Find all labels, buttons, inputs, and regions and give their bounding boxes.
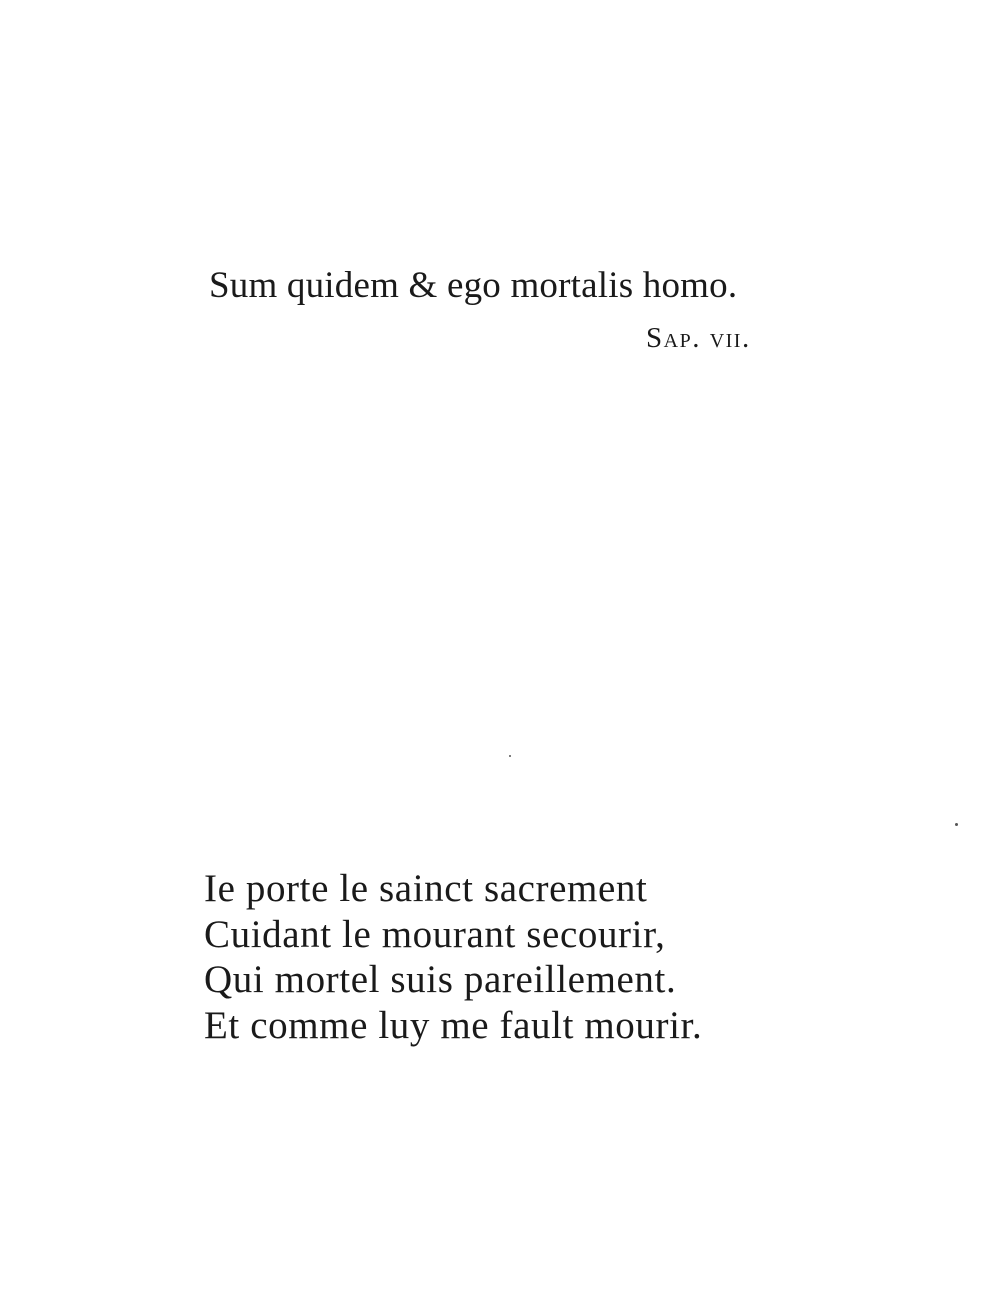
verse-stanza [204,866,702,1048]
verse-line: Et comme luy me fault mourir. [204,1003,703,1047]
verse-line: Qui mortel suis pareillement. [204,958,677,1001]
epigraph-quote: Sum quidem & ego mortalis homo. [209,265,738,306]
ink-speck [509,755,511,757]
verse-line: Ie porte le sainct sacrement [204,867,648,910]
epigraph-reference: Sap. vii. [646,322,751,354]
verse-line: Cuidant le mourant secourir, [204,912,666,956]
ink-speck [955,823,958,826]
